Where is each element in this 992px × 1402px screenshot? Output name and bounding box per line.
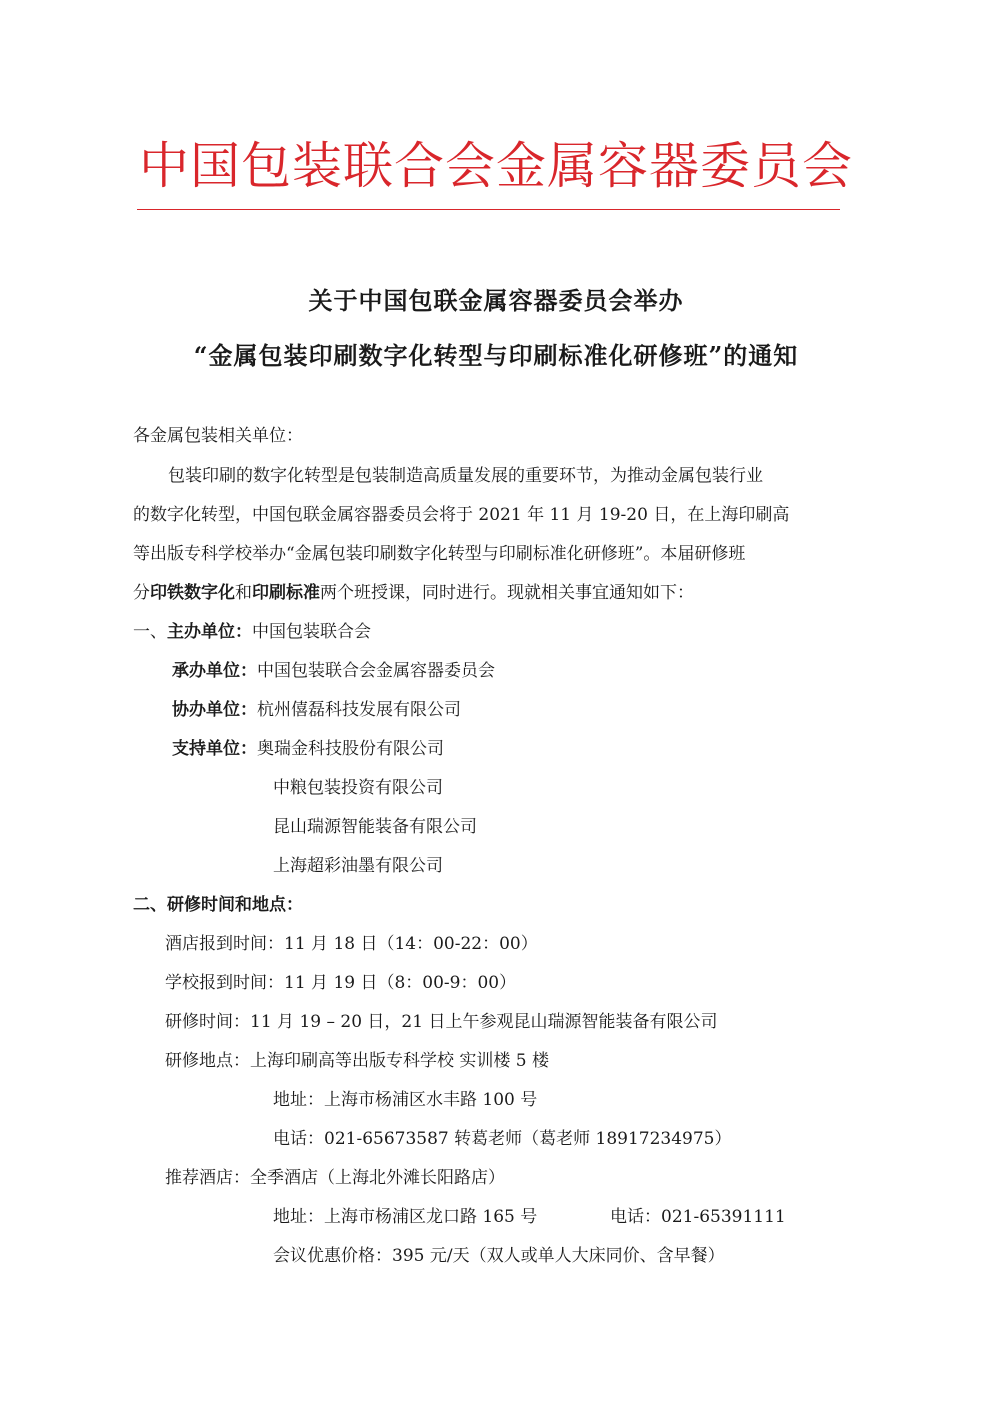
school-phone: 电话：021-65673587 转葛老师（葛老师 18917234975）: [273, 1129, 732, 1149]
letterhead-divider: [137, 209, 840, 210]
intro-line-4-text-a: 分: [133, 583, 150, 603]
supporter-item: 昆山瑞源智能装备有限公司: [273, 817, 477, 837]
support-row: [172, 737, 444, 761]
hotel-phone: 电话：021-65391111: [610, 1207, 786, 1227]
host-label: 主办单位：: [167, 622, 252, 642]
co-organizer-value: 杭州僖磊科技发展有限公司: [257, 700, 461, 720]
intro-line-2: 的数字化转型，中国包联金属容器委员会将于 2021 年 11 月 19-20 日，在上海印刷高: [133, 505, 790, 525]
notice-title-line-1: 关于中国包联金属容器委员会举办: [308, 286, 684, 315]
hotel-price: 会议优惠价格：395 元/天（双人或单人大床同价、含早餐）: [273, 1246, 725, 1266]
host-value: 中国包装联合会: [252, 622, 371, 642]
training-place: 研修地点：上海印刷高等出版专科学校 实训楼 5 楼: [165, 1051, 550, 1071]
support-label: 支持单位：: [172, 739, 257, 759]
section-1-number: 一、: [133, 622, 167, 642]
intro-line-3: 等出版专科学校举办“金属包装印刷数字化转型与印刷标准化研修班”。本届研修班: [133, 544, 746, 564]
supporter-item: 奥瑞金科技股份有限公司: [257, 739, 444, 759]
intro-line-4-text-c: 两个班授课，同时进行。现就相关事宜通知如下：: [320, 583, 694, 603]
recommended-hotel: 推荐酒店：全季酒店（上海北外滩长阳路店）: [165, 1168, 505, 1188]
hotel-address: 地址：上海市杨浦区龙口路 165 号: [273, 1207, 538, 1227]
organizer-label: 承办单位：: [172, 661, 257, 681]
intro-line-4-text-b: 和: [235, 583, 252, 603]
salutation: 各金属包装相关单位：: [133, 426, 303, 446]
organizer-row: [172, 659, 495, 683]
letterhead-org-name: 中国包装联合会金属容器委员会: [139, 137, 853, 195]
supporter-item: 上海超彩油墨有限公司: [273, 856, 443, 876]
co-organizer-row: [172, 698, 461, 722]
host-row: [133, 620, 371, 644]
class-name-standard: 印刷标准: [252, 583, 320, 603]
organizer-value: 中国包装联合会金属容器委员会: [257, 661, 495, 681]
section-2-heading: 二、研修时间和地点：: [133, 895, 303, 915]
intro-line-1: 包装印刷的数字化转型是包装制造高质量发展的重要环节，为推动金属包装行业: [168, 466, 763, 486]
training-time: 研修时间：11 月 19 – 20 日，21 日上午参观昆山瑞源智能装备有限公司: [165, 1012, 718, 1032]
school-address: 地址：上海市杨浦区水丰路 100 号: [273, 1090, 538, 1110]
hotel-checkin-time: 酒店报到时间：11 月 18 日（14：00-22：00）: [165, 934, 538, 954]
supporter-item: 中粮包装投资有限公司: [273, 778, 443, 798]
class-name-digital: 印铁数字化: [150, 583, 235, 603]
intro-line-4: [133, 581, 694, 605]
school-checkin-time: 学校报到时间：11 月 19 日（8：00-9：00）: [165, 973, 517, 993]
co-organizer-label: 协办单位：: [172, 700, 257, 720]
notice-title-line-2: “金属包装印刷数字化转型与印刷标准化研修班”的通知: [193, 341, 799, 370]
